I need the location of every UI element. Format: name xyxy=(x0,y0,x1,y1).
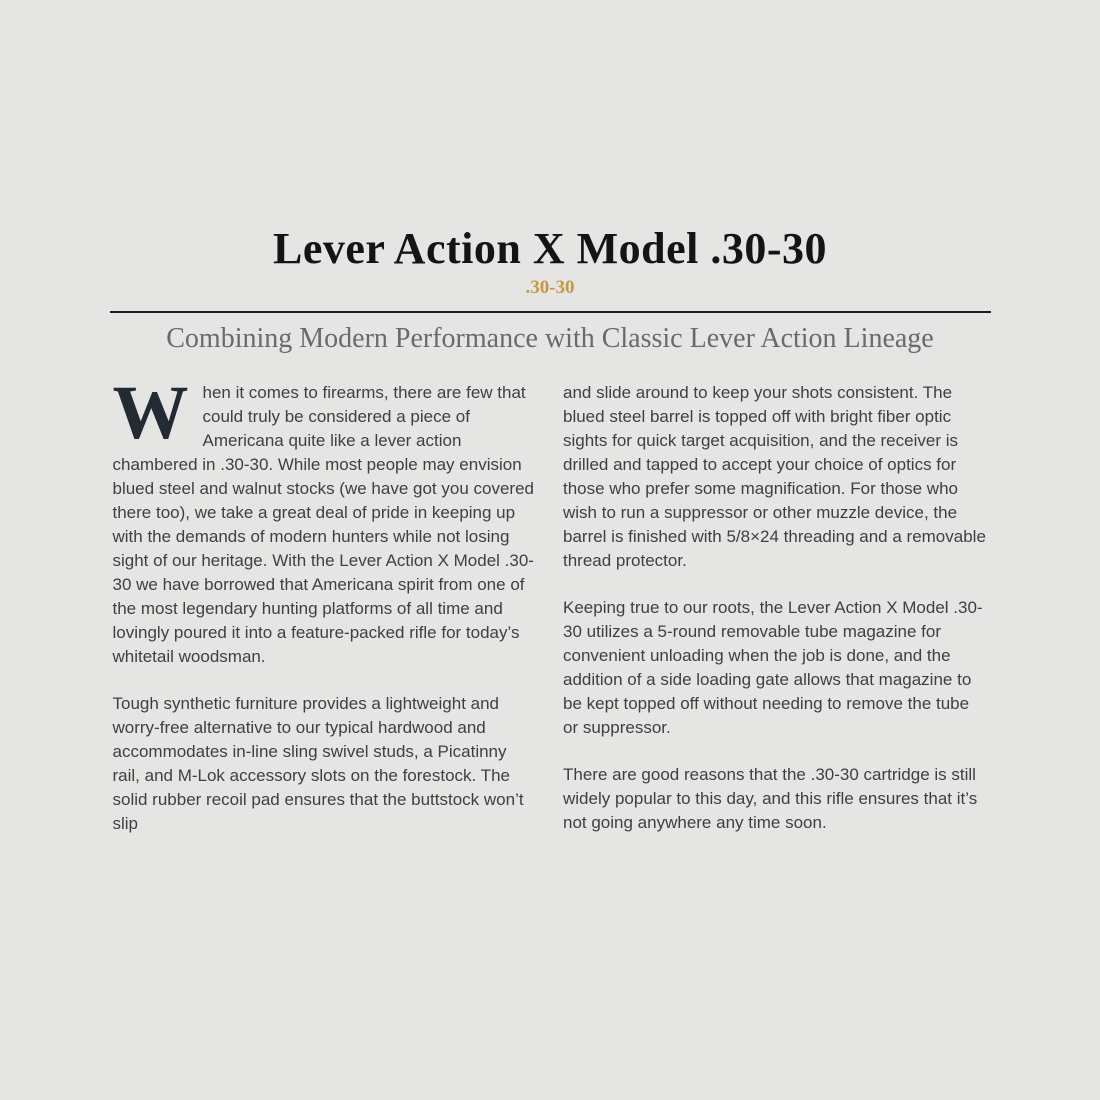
article-subtitle: .30-30 xyxy=(525,276,575,298)
paragraph-text: hen it comes to firearms, there are few that could truly be considered a piece of Americana quite like a lever action chambered in .30-30. While most people may envision blued steel and walnut stocks (we have got you covered there too), we take a great deal of pride in keeping up with the demands of modern hunters while not losing sight of our heritage. With the Lever Action X Model .30-30 we have borrowed that Americana spirit from one of the most legendary hunting platforms of all time and lovingly poured it into a feature-packed rifle for today’s whitetail woodsman. xyxy=(112,382,534,666)
paragraph xyxy=(112,370,538,669)
column-right xyxy=(563,381,988,859)
paragraph: Keeping true to our roots, the Lever Action X Model .30-30 utilizes a 5-round removable tube magazine for convenient unloading when the job is done, and the addition of a side loading gate allows that magazine to be kept topped off without needing to remove the tube or suppressor. xyxy=(563,597,983,737)
divider xyxy=(110,311,991,313)
paragraph: and slide around to keep your shots consistent. The blued steel barrel is topped off with bright fiber optic sights for quick target acquisition, and the receiver is drilled and tapped to accept your choice of optics for those who prefer some magnification. For those who wish to run a suppressor or other muzzle device, the barrel is finished with 5/8×24 threading and a removable thread protector. xyxy=(563,382,986,570)
column-left xyxy=(112,370,538,859)
paragraph: Tough synthetic furniture provides a lightweight and worry-free alternative to our typical hardwood and accommodates in-line sling swivel studs, a Picatinny rail, and M-Lok accessory slots on the forestock. The solid rubber recoil pad ensures that the buttstock won’t slip xyxy=(112,693,524,833)
drop-cap: W xyxy=(112,370,189,455)
article-tagline: Combining Modern Performance with Classic Lever Action Lineage xyxy=(166,322,934,354)
page-title: Lever Action X Model .30-30 xyxy=(272,224,828,273)
article-body xyxy=(110,370,991,859)
paragraph: There are good reasons that the .30-30 cartridge is still widely popular to this day, and this rifle ensures that it’s not going anywhere any time soon. xyxy=(563,764,978,832)
article-page xyxy=(110,0,991,859)
